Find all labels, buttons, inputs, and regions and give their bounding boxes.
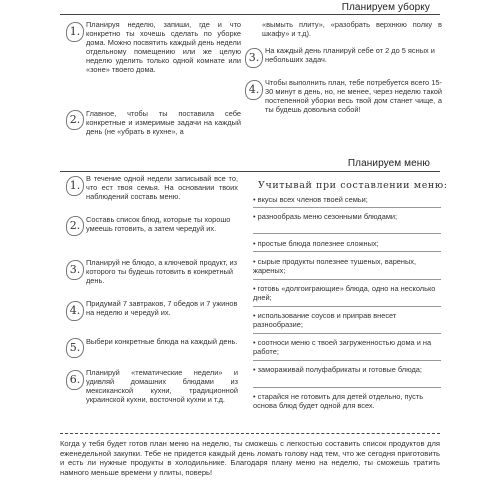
cleaning-step-2-continued: «вымыть плиту», «разобрать верхнюю полку в шкафу» и т.д).	[262, 20, 442, 38]
cleaning-step-3: На каждый день планируй себе от 2 до 5 ясных и небольших задач.	[265, 46, 435, 64]
menu-conclusion: Когда у тебя будет готов план меню на неделю, ты сможешь с легкостью составить список продуктов для еженедельной закупки. Тебе не придется каждый день ломать голову над тем, что же сегодня приготовить и есть ли нужные продукты в холодильнике. Благодаря плану меню на неделю, ты сможешь тратить намного меньше времени у плиты, поверь!	[60, 439, 440, 477]
menu-step-number-2: 2.	[66, 216, 84, 236]
consider-divider	[253, 387, 441, 388]
consider-divider	[253, 360, 441, 361]
menu-step-number-3: 3.	[66, 260, 84, 280]
consider-item: • простые блюда полезнее сложных;	[253, 239, 379, 248]
consider-item: • старайся не готовить для детей отдельно, пусть основа блюд будет одной для всех.	[253, 392, 424, 410]
consider-divider	[253, 279, 441, 280]
bottom-divider	[60, 433, 440, 434]
step-number-3: 3.	[245, 48, 263, 68]
menu-step-number-1: 1.	[66, 176, 84, 196]
consider-item: • вкусы всех членов твоей семьи;	[253, 195, 368, 204]
menu-step-number-4: 4.	[66, 301, 84, 321]
menu-step-3: Планируй не блюдо, а ключевой продукт, из которого ты будешь готовить в конкретный день.	[86, 258, 238, 285]
cleaning-step-1: Планируя неделю, запиши, где и что конкретно ты хочешь сделать по уборке дома. Можно посвятить каждый день недели отдельному помещению или же целую неделю уделить только одной комнате или «зоне» твоего дома.	[86, 20, 241, 74]
consider-item: • готовь «долгоиграющие» блюда, одно на несколько дней;	[253, 284, 436, 302]
menu-step-4: Придумай 7 завтраков, 7 обедов и 7 ужинов на неделю и чередуй их.	[86, 299, 238, 317]
consider-item: • использование соусов и приправ внесет разнообразие;	[253, 311, 397, 329]
consider-title: Учитывай при составлении меню:	[258, 180, 448, 191]
consider-divider	[253, 333, 441, 334]
menu-step-number-6: 6.	[66, 370, 84, 390]
step-number-4: 4.	[245, 80, 263, 100]
consider-item: • сырые продукты полезнее тушеных, вареных, жареных;	[253, 257, 417, 275]
consider-item: • соотноси меню с твоей загруженностью дома и на работе;	[253, 338, 432, 356]
menu-step-2: Составь список блюд, которые ты хорошо умеешь готовить, а затем чередуй их.	[86, 215, 231, 233]
section-divider	[60, 14, 440, 15]
section-title-cleaning: Планируем уборку	[341, 2, 430, 13]
cleaning-step-4: Чтобы выполнить план, тебе потребуется всего 15-30 минут в день, но, не менее, через неделю такой постепенной уборки весь твой дом станет чище, а ты будешь довольна собой!	[265, 78, 442, 114]
consider-divider	[253, 251, 441, 252]
consider-item: • замораживай полуфабрикаты и готовые блюда;	[253, 365, 422, 374]
consider-divider	[253, 233, 441, 234]
section-divider-2	[60, 171, 440, 172]
consider-divider	[253, 306, 441, 307]
menu-step-1: В течение одной недели записывай все то, что ест твоя семья. На основании твоих наблюдений составь меню.	[86, 174, 238, 201]
cleaning-step-2: Главное, чтобы ты поставила себе конкретные и измеримые задачи на каждый день (не «убрать в кухне», а	[86, 109, 241, 136]
consider-item: • разнообразь меню сезонными блюдами;	[253, 212, 398, 221]
menu-step-6: Планируй «тематические недели» и удивляй домашних блюдами из мексиканской кухни, традиционной украинской кухни, восточной кухни и т.д.	[86, 368, 238, 404]
menu-step-5: Выбери конкретные блюда на каждый день.	[86, 337, 238, 346]
consider-divider	[253, 207, 441, 208]
menu-step-number-5: 5.	[66, 338, 84, 358]
section-title-menu: Планируем меню	[347, 158, 430, 169]
step-number-2: 2.	[66, 110, 84, 130]
step-number-1: 1.	[66, 22, 84, 42]
